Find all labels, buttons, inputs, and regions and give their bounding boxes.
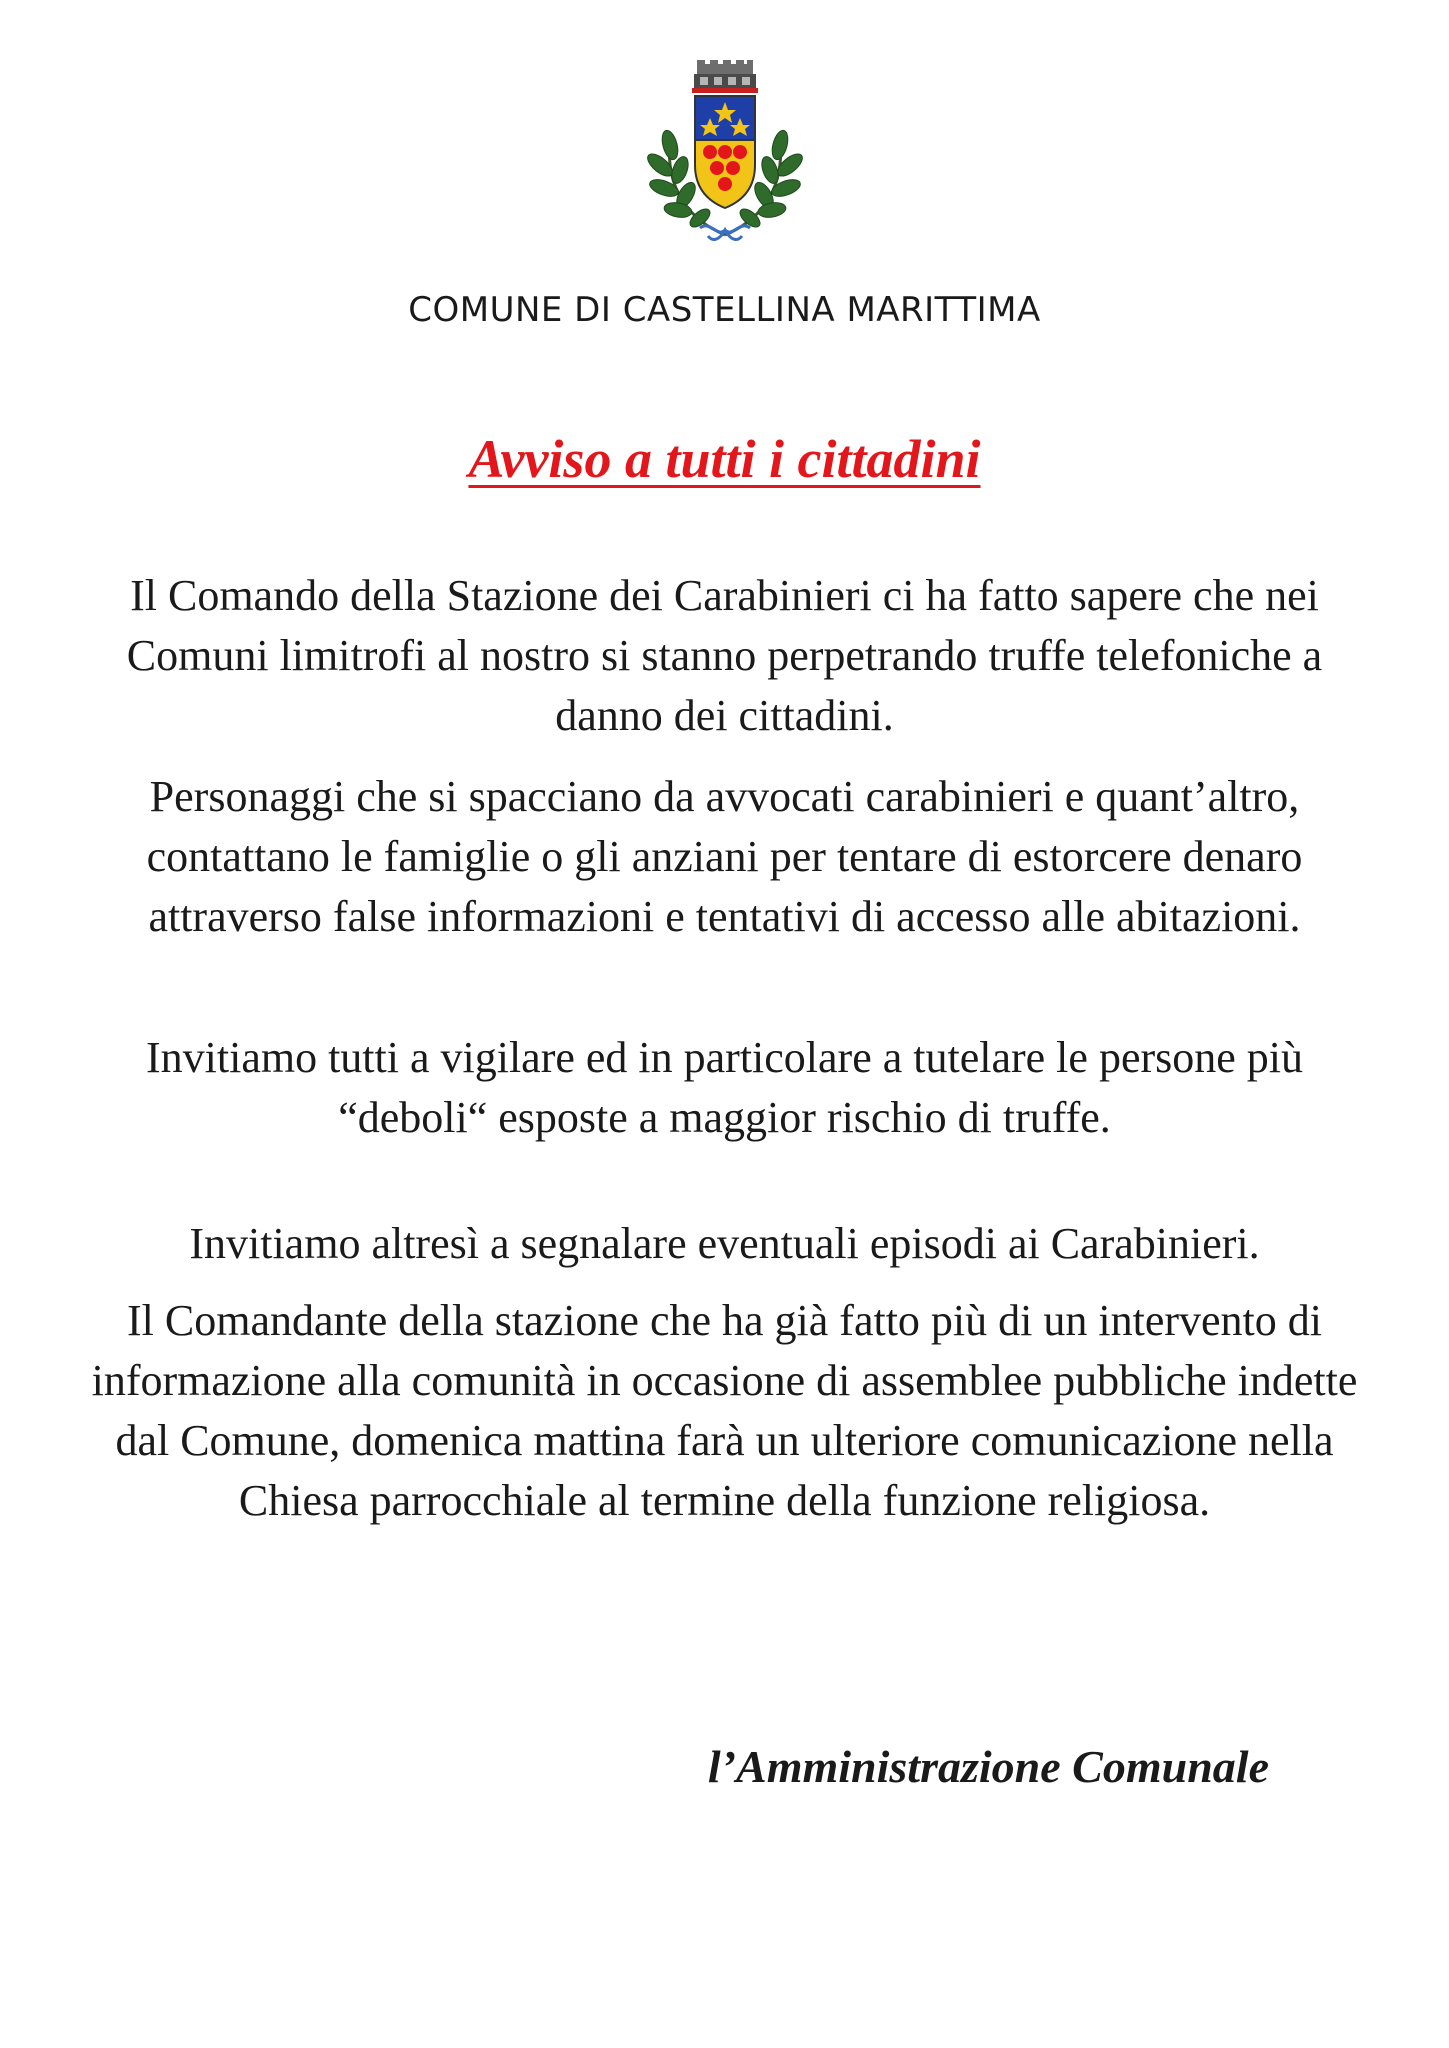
notice-paragraph-5: Il Comandante della stazione che ha già fatto più di un intervento di informazione alla comunità in occasione di assemblee pubbliche indette dal Comune, domenica mattina farà un ulteriore comunicazione nella Chiesa parrocchiale al termine della funzione religiosa.	[91, 1296, 1358, 1525]
municipality-name: COMUNE DI CASTELLINA MARITTIMA	[408, 290, 1041, 330]
signature: l’Amministrazione Comunale	[707, 1741, 1269, 1792]
municipal-coat-of-arms-icon	[630, 60, 820, 250]
shield-icon	[695, 96, 755, 208]
notice-paragraph-1: Il Comando della Stazione dei Carabinieri ci ha fatto sapere che nei Comuni limitrofi al nostro si stanno perpetrando truffe telefoniche a danno dei cittadini.	[126, 571, 1323, 740]
notice-paragraph-3: Invitiamo tutti a vigilare ed in particolare a tutelare le persone più “deboli“ esposte a maggior rischio di truffe.	[146, 1033, 1303, 1142]
notice-paragraph-4: Invitiamo altresì a segnalare eventuali episodi ai Carabinieri.	[189, 1219, 1260, 1268]
crown-icon	[692, 60, 758, 93]
ribbon-icon	[700, 226, 750, 240]
notice-title: Avviso a tutti i cittadini	[468, 429, 981, 489]
notice-paragraph-2: Personaggi che si spacciano da avvocati carabinieri e quant’altro, contattano le famiglie o gli anziani per tentare di estorcere denaro attraverso false informazioni e tentativi di accesso alle abitazioni.	[146, 772, 1303, 941]
